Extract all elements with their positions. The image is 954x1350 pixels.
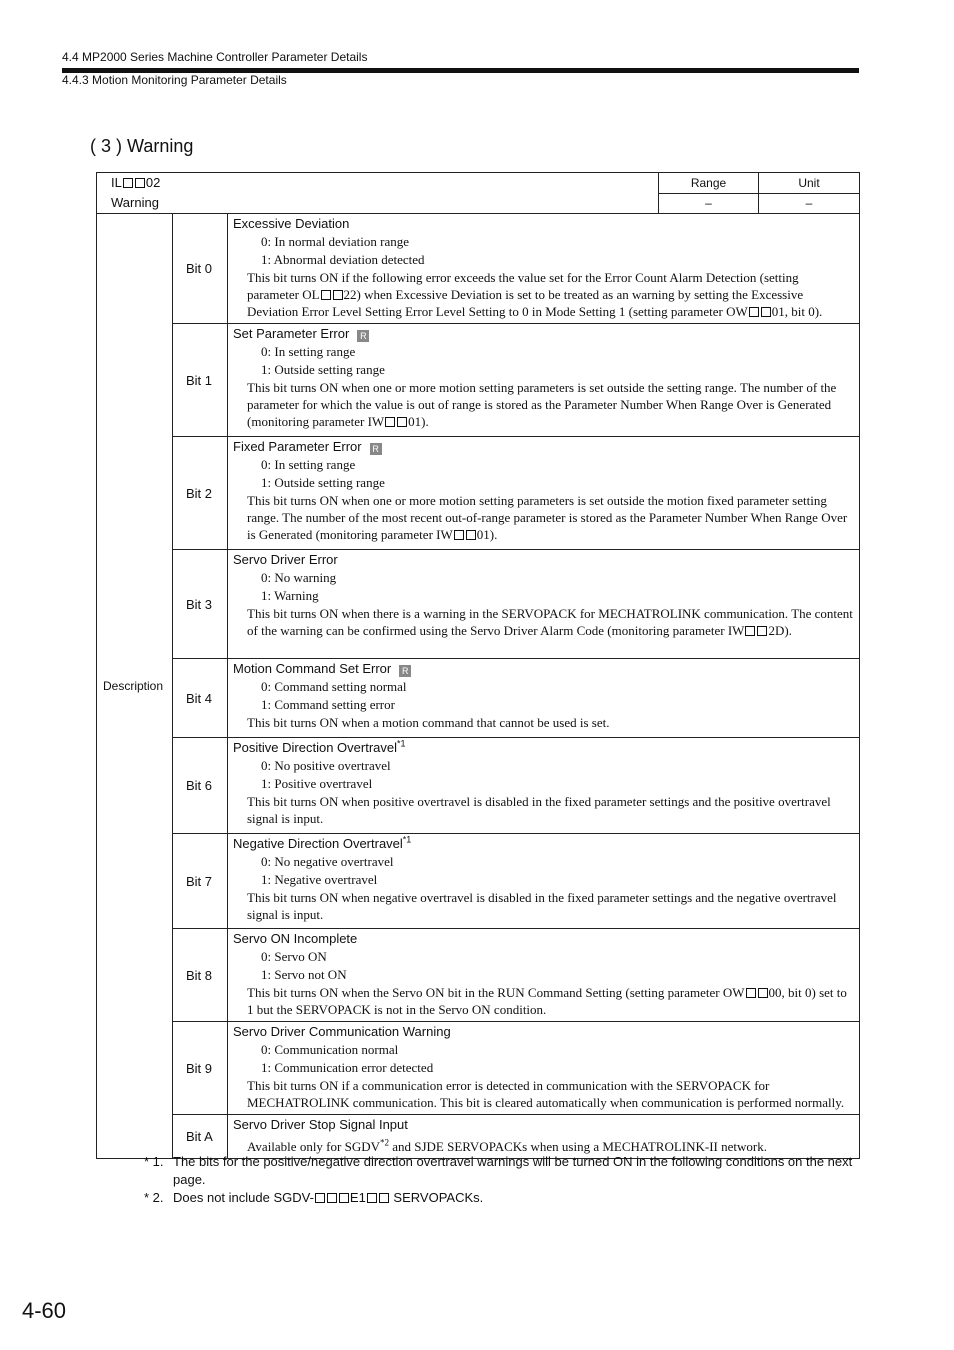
table-row (97, 929, 860, 1022)
bit-explanation: This bit turns ON when one or more motion setting parameters is set outside the motion fixed parameter setting range. The number of the most recent out-of-range parameter is stored as the Parameter Number When Range Over is Generated (monitoring parameter IW 01). (247, 493, 848, 542)
bit-option: 1: Outside setting range (261, 475, 385, 490)
bit-option: 1: Servo not ON (261, 967, 347, 982)
bit-explanation: This bit turns ON when negative overtravel is disabled in the fixed parameter settings and the negative overtravel signal is input. (247, 890, 837, 922)
placeholder-box-icon (327, 1193, 337, 1203)
placeholder-box-icon (379, 1193, 389, 1203)
register-address: IL 02 (111, 175, 161, 190)
footnote (144, 1189, 860, 1207)
bit-label: Bit 1 (173, 324, 228, 437)
footnote-ref: *1 (397, 738, 406, 749)
read-only-r-icon: R (399, 665, 411, 677)
bit-title: Set Parameter Error R (233, 325, 853, 343)
bit-explanation: This bit turns ON when there is a warning in the SERVOPACK for MECHATROLINK communication. The content of the warning can be confirmed using the Servo Driver Alarm Code (monitoring parameter IW 2D). (247, 606, 853, 638)
placeholder-box-icon (758, 988, 768, 998)
bit-description (228, 929, 860, 1022)
bit-label: Bit 2 (173, 437, 228, 550)
bit-explanation: This bit turns ON if the following error exceeds the value set for the Error Count Alarm Detection (setting parameter OL 22) when Excessive Deviation is set to be treated as an warning by setting the Excessive Deviation Error Level Setting Error Level Setting to 0 in Mode Setting 1 (setting parameter OW 01, bit 0). (247, 270, 823, 319)
bit-explanation: This bit turns ON when the Servo ON bit in the RUN Command Setting (setting parameter OW 00, bit 0) set to 1 but the SERVOPACK is not in the Servo ON condition. (247, 985, 847, 1017)
bit-option: 0: No positive overtravel (261, 758, 391, 773)
bit-label: Bit 6 (173, 738, 228, 834)
bit-option: 1: Warning (261, 588, 319, 603)
bit-label: Bit 0 (173, 214, 228, 324)
running-header-section: 4.4 MP2000 Series Machine Controller Parameter Details (62, 50, 368, 64)
placeholder-box-icon (339, 1193, 349, 1203)
footnotes (144, 1153, 860, 1207)
bit-title: Negative Direction Overtravel$^{*1}$ (233, 834, 412, 851)
placeholder-box-icon (315, 1193, 325, 1203)
range-value: – (659, 193, 759, 214)
bit-option: 1: Abnormal deviation detected (261, 252, 425, 267)
bit-label: Bit 9 (173, 1022, 228, 1115)
bit-title: Positive Direction Overtravel$^{*1}$ (233, 738, 406, 755)
bit-option: 1: Command setting error (261, 697, 395, 712)
footnote-text: The bits for the positive/negative direction overtravel warnings will be turned ON in the following conditions on the next page. (173, 1154, 853, 1187)
footnote (144, 1153, 860, 1189)
bit-description (228, 550, 860, 659)
bit-option: 0: Servo ON (261, 949, 327, 964)
footnote-ref: *2 (379, 1137, 389, 1148)
bit-description (228, 1115, 860, 1159)
running-header-subsection: 4.4.3 Motion Monitoring Parameter Details (62, 73, 287, 87)
table-row (97, 1115, 860, 1159)
placeholder-box-icon (454, 530, 464, 540)
placeholder-box-icon (397, 417, 407, 427)
table-row (97, 550, 860, 659)
unit-value: – (759, 193, 860, 214)
placeholder-box-icon (761, 307, 771, 317)
register-cell (97, 173, 659, 214)
bit-option: 0: No warning (261, 570, 337, 585)
bit-label: Bit 7 (173, 834, 228, 929)
bit-explanation: This bit turns ON when one or more motion setting parameters is set outside the setting range. The number of the parameter for which the value is out of range is stored as the Parameter Number When Range Over is Generated (monitoring parameter IW 01). (247, 380, 837, 429)
bit-option: 1: Negative overtravel (261, 872, 378, 887)
bit-explanation: This bit turns ON when a motion command that cannot be used is set. (247, 715, 610, 730)
page-number: 4-60 (22, 1298, 67, 1323)
unit-header: Unit (759, 173, 860, 194)
placeholder-box-icon (745, 626, 755, 636)
placeholder-box-icon (466, 530, 476, 540)
bit-option: 0: In setting range (261, 457, 356, 472)
placeholder-box-icon (367, 1193, 377, 1203)
table-row (97, 1022, 860, 1115)
table-row (97, 437, 860, 550)
footnote-text: Does not include SGDV- E1 SERVOPACKs. (173, 1190, 484, 1205)
bit-description (228, 1022, 860, 1115)
bit-description (228, 659, 860, 738)
bit-description (228, 214, 860, 324)
bit-option: 0: No negative overtravel (261, 854, 394, 869)
bit-description (228, 834, 860, 929)
table-row (97, 738, 860, 834)
bit-title: Motion Command Set Error R (233, 660, 853, 678)
bit-title: Servo Driver Stop Signal Input (233, 1117, 408, 1132)
warning-parameter-table (96, 172, 860, 1159)
placeholder-box-icon (749, 307, 759, 317)
table-row (97, 214, 860, 324)
bit-title: Fixed Parameter Error R (233, 438, 853, 456)
bit-option: 1: Communication error detected (261, 1060, 434, 1075)
bit-option: 0: In setting range (261, 344, 356, 359)
bit-explanation: This bit turns ON when positive overtravel is disabled in the fixed parameter settings and the positive overtravel signal is input. (247, 794, 831, 826)
placeholder-box-icon (123, 178, 133, 188)
bit-option: 0: In normal deviation range (261, 234, 410, 249)
description-label: Description (97, 214, 173, 1159)
placeholder-box-icon (333, 290, 343, 300)
bit-description (228, 324, 860, 437)
read-only-r-icon: R (370, 443, 382, 455)
section-title: ( 3 ) Warning (90, 136, 194, 156)
bit-label: Bit 3 (173, 550, 228, 659)
table-row (97, 659, 860, 738)
bit-option: 0: Command setting normal (261, 679, 407, 694)
bit-label: Bit 8 (173, 929, 228, 1022)
bit-option: 1: Positive overtravel (261, 776, 373, 791)
placeholder-box-icon (757, 626, 767, 636)
bit-explanation: Available only for SGDV$^{*2}$ and SJDE SERVOPACKs when using a MECHATROLINK-II network. (247, 1137, 767, 1154)
bit-explanation: This bit turns ON if a communication error is detected in communication with the SERVOPACK for MECHATROLINK communication. This bit is cleared automatically when communication is performed normally. (247, 1078, 845, 1110)
bit-description (228, 738, 860, 834)
footnote-mark: * 1. (144, 1154, 164, 1169)
table-row (97, 834, 860, 929)
bit-title: Servo Driver Communication Warning (233, 1024, 451, 1039)
bit-label: Bit A (173, 1115, 228, 1159)
table-row (97, 324, 860, 437)
bit-label: Bit 4 (173, 659, 228, 738)
placeholder-box-icon (385, 417, 395, 427)
range-header: Range (659, 173, 759, 194)
bit-option: 0: Communication normal (261, 1042, 399, 1057)
footnote-ref: *1 (402, 834, 412, 845)
bit-description (228, 437, 860, 550)
placeholder-box-icon (135, 178, 145, 188)
placeholder-box-icon (321, 290, 331, 300)
placeholder-box-icon (746, 988, 756, 998)
register-name: Warning (111, 195, 159, 210)
footnote-mark: * 2. (144, 1190, 164, 1205)
bit-title: Servo Driver Error (233, 552, 338, 567)
bit-title: Excessive Deviation (233, 216, 350, 231)
read-only-r-icon: R (357, 330, 369, 342)
bit-option: 1: Outside setting range (261, 362, 385, 377)
bit-title: Servo ON Incomplete (233, 931, 358, 946)
